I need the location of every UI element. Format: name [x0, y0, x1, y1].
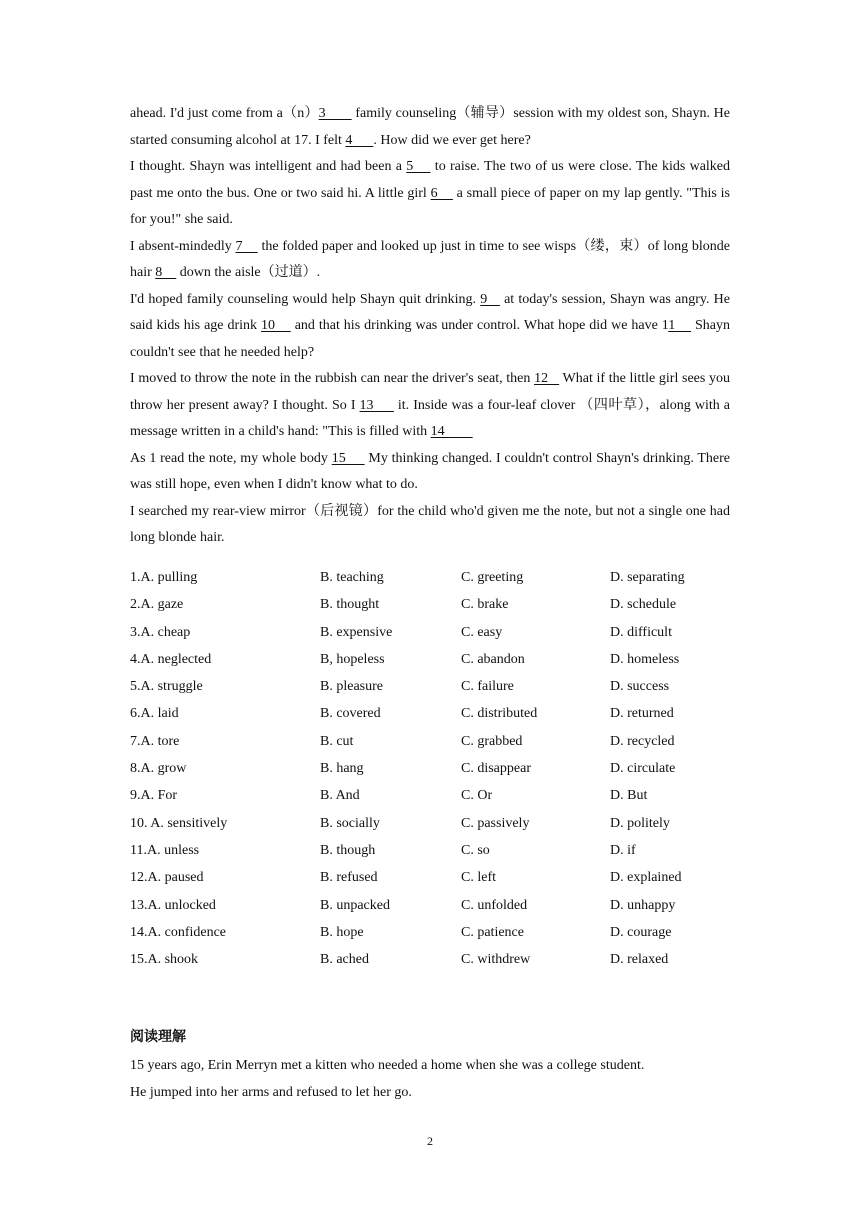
option-choice: C. distributed	[461, 706, 538, 722]
passage-text: What if the little girl sees you throw her present away? I thought. So I	[130, 371, 731, 413]
option-row	[130, 728, 730, 755]
option-row	[130, 892, 730, 919]
option-choice: 9.A. For	[130, 788, 178, 804]
blank-number: 7	[235, 238, 258, 254]
option-choice: B. unpacked	[320, 897, 390, 913]
option-choice: B. socially	[320, 815, 380, 831]
blank-number: 15	[331, 450, 365, 466]
option-choice: D. homeless	[610, 651, 680, 667]
passage-text: I searched my rear-view mirror（后视镜）for the child who'd given me the note, but not a single one had long blonde hair.	[130, 503, 730, 545]
option-row	[130, 591, 730, 618]
option-choice: D. returned	[610, 706, 674, 722]
option-choice: D. But	[610, 788, 648, 804]
option-choice: 14.A. confidence	[130, 924, 227, 940]
option-choice: C. unfolded	[461, 897, 528, 913]
option-choice: C. disappear	[461, 761, 531, 777]
blank-number: 9	[480, 291, 500, 307]
blank-number: 8	[155, 265, 177, 280]
option-choice: C. abandon	[461, 651, 525, 667]
option-choice: B. expensive	[320, 624, 393, 640]
option-choice: D. circulate	[610, 761, 676, 777]
option-choice: 7.A. tore	[130, 733, 180, 749]
option-row	[130, 619, 730, 646]
passage-paragraph	[130, 101, 730, 154]
page-number: 2	[427, 1134, 433, 1148]
option-choice: D. relaxed	[610, 952, 669, 968]
option-choice: C. easy	[461, 624, 503, 640]
cloze-passage	[130, 101, 730, 552]
option-choice: 8.A. grow	[130, 761, 187, 777]
option-choice: D. politely	[610, 815, 670, 831]
option-choice: C. passively	[461, 815, 530, 831]
passage-text: I moved to throw the note in the rubbish can near the driver's seat, then	[130, 371, 535, 386]
passage-paragraph	[130, 446, 730, 499]
reading-passage	[130, 1053, 730, 1106]
blank-number: 13	[359, 397, 394, 413]
blank-number: 4	[345, 132, 374, 148]
option-choice: 15.A. shook	[130, 952, 199, 968]
option-choice: 4.A. neglected	[130, 651, 212, 667]
passage-paragraph	[130, 499, 730, 552]
blank-number: 14	[430, 424, 473, 439]
option-choice: 11.A. unless	[130, 842, 200, 858]
option-choice: B. though	[320, 842, 376, 858]
option-row	[130, 673, 730, 700]
blank-number: 3	[318, 106, 352, 121]
option-row	[130, 864, 730, 891]
passage-text: it. Inside was a four-leaf clover （四叶草），along with a message written in a child's hand: "This is filled with	[130, 397, 730, 439]
option-choice: B. hang	[320, 761, 364, 777]
option-choice: C. so	[461, 842, 490, 858]
option-choice: 6.A. laid	[130, 706, 179, 722]
option-choice: D. separating	[610, 570, 685, 585]
answer-options	[130, 564, 730, 973]
option-choice: C. grabbed	[461, 733, 523, 749]
option-choice: D. recycled	[610, 733, 675, 749]
option-choice: 12.A. paused	[130, 870, 204, 886]
passage-text: Shayn couldn't see that he needed help?	[130, 318, 731, 360]
option-choice: 5.A. struggle	[130, 679, 203, 695]
option-choice: B. hope	[320, 924, 364, 940]
blank-number: 12	[534, 371, 560, 386]
section-title: 阅读理解	[130, 1029, 186, 1045]
option-choice: B. refused	[320, 870, 378, 886]
passage-text: ahead. I'd just come from a（n）	[130, 106, 319, 121]
reading-paragraph: 15 years ago, Erin Merryn met a kitten who needed a home when she was a college student.	[130, 1058, 645, 1073]
option-choice: B. covered	[320, 706, 381, 722]
option-choice: D. unhappy	[610, 897, 676, 913]
passage-text: I absent-mindedly	[130, 238, 236, 254]
option-row	[130, 810, 730, 837]
option-choice: C. greeting	[461, 570, 524, 585]
option-row	[130, 564, 730, 591]
option-row	[130, 919, 730, 946]
blank-number: 5	[406, 159, 431, 174]
passage-text: the folded paper and looked up just in time to see wisps（缕，束）of long blonde hair	[130, 238, 731, 280]
option-choice: 1.A. pulling	[130, 570, 198, 585]
option-choice: D. if	[610, 842, 636, 858]
option-choice: B. pleasure	[320, 679, 383, 695]
option-choice: 13.A. unlocked	[130, 897, 216, 913]
option-choice: C. patience	[461, 924, 524, 940]
option-choice: B. thought	[320, 597, 380, 613]
passage-text: As 1 read the note, my whole body	[130, 450, 332, 466]
option-choice: 10. A. sensitively	[130, 815, 228, 831]
passage-text: down the aisle（过道）.	[176, 265, 321, 280]
option-choice: C. left	[461, 870, 496, 886]
option-choice: C. withdrew	[461, 952, 531, 968]
passage-paragraph	[130, 154, 730, 234]
option-choice: D. difficult	[610, 624, 672, 640]
option-choice: D. schedule	[610, 597, 677, 613]
option-choice: D. success	[610, 679, 670, 695]
option-choice: C. failure	[461, 679, 514, 695]
option-choice: B. cut	[320, 733, 354, 749]
passage-paragraph	[130, 287, 730, 367]
passage-paragraph	[130, 234, 730, 287]
option-choice: B, hopeless	[320, 651, 385, 667]
passage-text: to raise. The two of us were close. The kids walked past me onto the bus. One or two said hi. A little girl	[130, 159, 731, 201]
option-row	[130, 700, 730, 727]
passage-text: I'd hoped family counseling would help Shayn quit drinking.	[130, 291, 481, 307]
option-row	[130, 946, 730, 973]
blank-number: 10	[260, 318, 291, 333]
passage-text: I thought. Shayn was intelligent and had been a	[130, 159, 407, 174]
passage-paragraph	[130, 366, 730, 446]
passage-text: and that his drinking was under control. What hope did we have 1	[290, 318, 669, 333]
option-choice: 3.A. cheap	[130, 624, 191, 640]
option-row	[130, 646, 730, 673]
passage-text: a small piece of paper on my lap gently. "This is for you!" she said.	[130, 185, 731, 227]
option-row	[130, 782, 730, 809]
option-choice: D. courage	[610, 924, 672, 940]
blank-number: 1	[668, 318, 692, 333]
option-choice: C. brake	[461, 597, 509, 613]
passage-text: at today's session, Shayn was angry. He said kids his age drink	[130, 291, 730, 333]
option-choice: D. explained	[610, 870, 682, 886]
option-choice: 2.A. gaze	[130, 597, 184, 613]
reading-paragraph: He jumped into her arms and refused to let her go.	[130, 1084, 412, 1100]
blank-number: 6	[430, 185, 453, 201]
option-choice: B. teaching	[320, 570, 384, 585]
option-choice: B. And	[320, 788, 360, 804]
option-choice: B. ached	[320, 952, 369, 968]
passage-text: . How did we ever get here?	[373, 132, 531, 148]
option-row	[130, 755, 730, 782]
passage-text: family counseling（辅导）session with my oldest son, Shayn. He started consuming alcohol at 17. I felt	[130, 106, 730, 148]
option-choice: C. Or	[461, 788, 493, 804]
passage-text: My thinking changed. I couldn't control Shayn's drinking. There was still hope, even when I didn't know what to do.	[130, 450, 730, 492]
option-row	[130, 837, 730, 864]
